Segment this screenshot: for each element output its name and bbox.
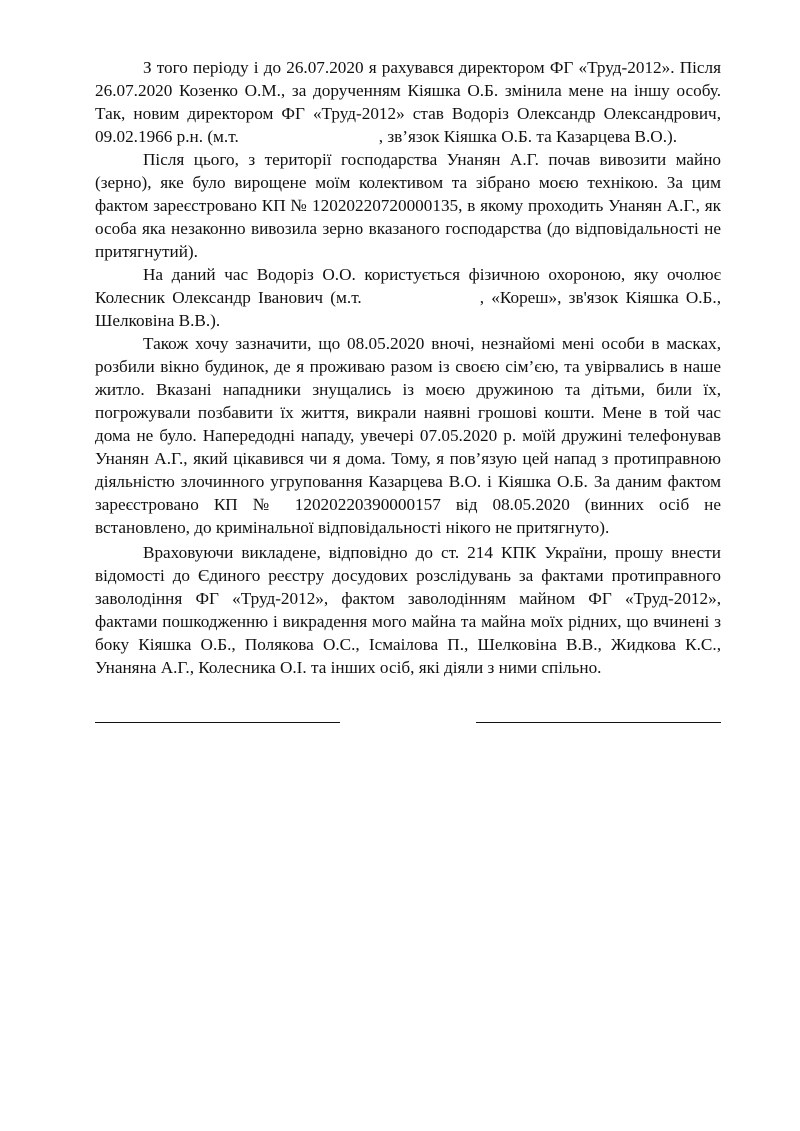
- paragraph-home-attack: Також хочу зазначити, що 08.05.2020 вночі, незнайомі мені особи в масках, розбили вікно будинок, де я проживаю разом із своєю сім’єю, та увірвались в наше житло. Вказані нападники знущались із моєю дружиною та дітьми, били їх, погрожували позбавити їх життя, викрали наявні грошові кошти. Мене в той час дома не було. Напередодні нападу, увечері 07.05.2020 р. моїй дружині телефонував Унанян А.Г., який цікавився чи я дома. Тому, я пов’язую цей напад з протиправною діяльністю злочинного угруповання Казарцева В.О. і Кіяшка О.Б. За даним фактом зареєстровано КП № 12020220390000157 від 08.05.2020 (винних осіб не встановлено, до кримінальної відповідальності нікого не притягнуто).: [95, 334, 721, 537]
- paragraph-director-change: [95, 56, 721, 148]
- paragraph-3-part-2: , «Кореш», зв'язок Кіяшка О.Б., Шелковіна В.В.).: [95, 288, 722, 330]
- signature-line-right: [476, 722, 721, 723]
- paragraph-grain-removal: Після цього, з території господарства Унанян А.Г. почав вивозити майно (зерно), яке було вирощене моїм колективом та зібрано моєю технікою. За цим фактом зареєстровано КП № 12020220720000135, в якому проходить Унанян А.Г., як особа яка незаконно вивозила зерно вказаного господарства (до відповідальності не притягнутий).: [95, 150, 721, 261]
- document-body-request: [95, 541, 721, 679]
- paragraph-1-part-2: , зв’язок Кіяшка О.Б. та Казарцева В.О.).: [378, 127, 678, 146]
- signature-line-left: [95, 722, 340, 723]
- paragraph-request: Враховуючи викладене, відповідно до ст. 214 КПК України, прошу внести відомості до Єдиного реєстру досудових розслідувань за фактами протиправного заволодіння ФГ «Труд-2012», фактом заволодінням майном ФГ «Труд-2012», фактами пошкодженню і викрадення мого майна та майна моїх рідних, що вчинені з боку Кіяшка О.Б., Полякова О.С., Ісмаілова П., Шелковіна В.В., Жидкова К.С., Унаняна А.Г., Колесника О.І. та інших осіб, які діяли з ними спільно.: [95, 543, 721, 677]
- paragraph-security: [95, 263, 721, 332]
- document-body-top: [95, 56, 721, 539]
- paragraph-1-part-1: З того періоду і до 26.07.2020 я рахувався директором ФГ «Труд-2012». Після 26.07.2020 Козенко О.М., за дорученням Кіяшка О.Б. змінила мене на іншу особу. Так, новим директором ФГ «Труд-2012» став Водоріз Олександр Олександрович, 09.02.1966 р.н. (м.т.: [95, 58, 721, 146]
- paragraph-3-part-1: На даний час Водоріз О.О. користується фізичною охороною, яку очолює Колесник Олександр Іванович (м.т.: [95, 265, 721, 307]
